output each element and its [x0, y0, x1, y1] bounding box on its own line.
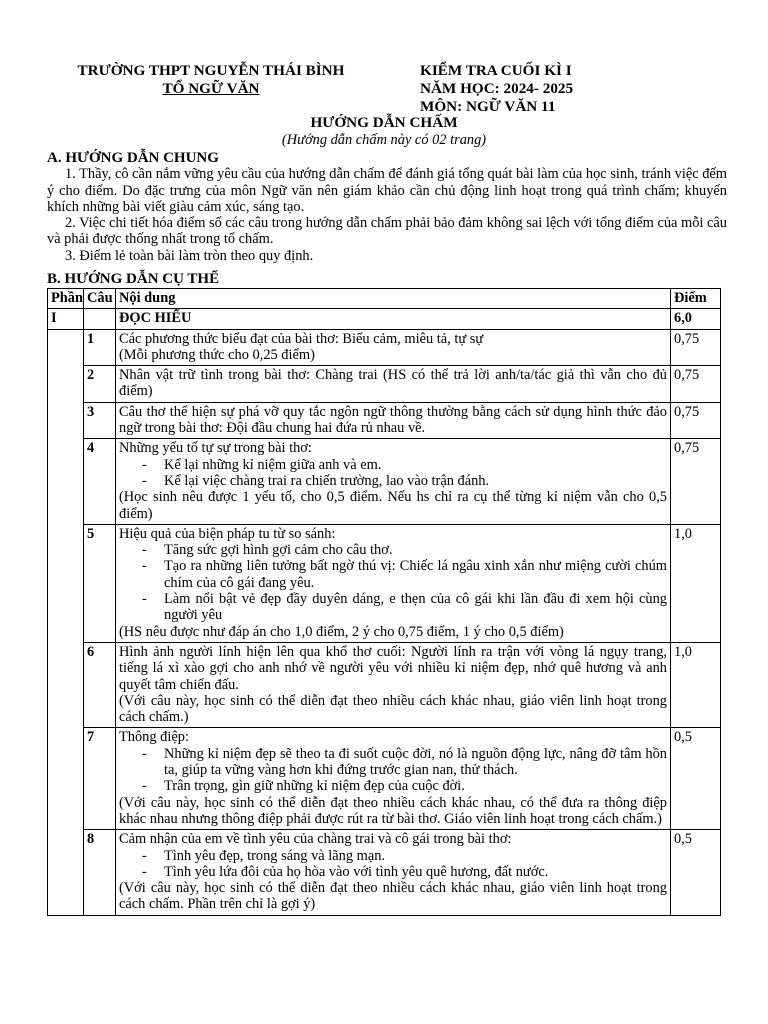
- table-row: [48, 366, 721, 403]
- question-score: 0,75: [671, 329, 721, 366]
- list-item: - Tình yêu đẹp, trong sáng và lãng mạn.: [119, 848, 667, 864]
- table-row: [48, 728, 721, 830]
- table-row: [48, 524, 721, 642]
- guideline-paragraph-3: 3. Điểm lẻ toàn bài làm tròn theo quy định.: [65, 247, 314, 264]
- header-right: [420, 62, 620, 116]
- section-a: [47, 150, 727, 264]
- section-a-heading: A. HƯỚNG DẪN CHUNG: [47, 150, 219, 166]
- section-row: [48, 309, 721, 329]
- section-name: ĐỌC HIỂU: [116, 309, 671, 329]
- answer-content: Thông điệp: - Những kỉ niệm đẹp sẽ theo ta đi suốt cuộc đời, nó là nguồn động lực, nâng đỡ tâm hồn ta, giúp ta vững vàng hơn khi đứng trước gian nan, thử thách. - Trân trọng, gìn giữ những kỉ niệm đẹp của cuộc đời. (Với câu này, học sinh có thể diễn đạt theo nhiều cách khác nhau, có thể đưa ra thông điệp khác nhau nhưng thông điệp phải được rút ra từ bài thơ. Giáo viên linh hoạt trong cách chấm.): [116, 728, 671, 830]
- list-item: - Trân trọng, gìn giữ những kỉ niệm đẹp của cuộc đời.: [119, 778, 667, 794]
- list-item: - Tạo ra những liên tưởng bất ngờ thú vị: Chiếc lá ngâu xinh xắn như miệng cười chúm chím của cô gái đang yêu.: [119, 558, 667, 591]
- question-number: 3: [84, 402, 116, 439]
- part-cell: [48, 329, 84, 915]
- subject-name: MÔN: NGỮ VĂN 11: [420, 98, 556, 115]
- question-score: 0,5: [671, 728, 721, 830]
- header-left: [40, 62, 382, 98]
- answer-content: Hình ảnh người lính hiện lên qua khổ thơ cuối: Người lính ra trận với vòng lá ngụy trang, tiếng lá xì xào gợi cho anh nhớ về người yêu với nhiều kỉ niệm đẹp, nhớ quê hương và anh quyết tâm chiến đấu. (Với câu này, học sinh có thể diễn đạt theo nhiều cách khác nhau, giáo viên linh hoạt trong cách chấm.): [116, 642, 671, 727]
- list-item: - Kể lại việc chàng trai ra chiến trường, lao vào trận đánh.: [119, 473, 667, 489]
- exam-name: KIỂM TRA CUỐI KÌ I: [420, 62, 572, 79]
- question-number: 1: [84, 329, 116, 366]
- section-score: 6,0: [671, 309, 721, 329]
- answer-content: Câu thơ thể hiện sự phá vỡ quy tắc ngôn ngữ thông thường bằng cách sử dụng hình thức đảo ngữ trong bài thơ: Đội đầu chung hai đứa rủ nhau về.: [116, 402, 671, 439]
- table-row: [48, 402, 721, 439]
- question-number: 8: [84, 830, 116, 915]
- answer-content: Các phương thức biểu đạt của bài thơ: Biểu cảm, miêu tả, tự sự (Mỗi phương thức cho 0,25 điểm): [116, 329, 671, 366]
- department-name: TỔ NGỮ VĂN: [162, 80, 260, 97]
- header-question: Câu: [84, 289, 116, 309]
- guideline-paragraph-1: 1. Thầy, cô cần nắm vững yêu cầu của hướng dẫn chấm để đánh giá tổng quát bài làm của học sinh, tránh việc đếm ý cho điểm. Do đặc trưng của môn Ngữ văn nên giám khảo cần chủ động linh hoạt trong quá trình chấm; khuyến khích những bài viết giàu cảm xúc, sáng tạo.: [47, 166, 727, 215]
- header-part: Phần: [48, 289, 84, 309]
- question-number: 2: [84, 366, 116, 403]
- question-score: 0,75: [671, 366, 721, 403]
- school-year: NĂM HỌC: 2024- 2025: [420, 80, 574, 97]
- list-item: - Tăng sức gợi hình gợi cảm cho câu thơ.: [119, 542, 667, 558]
- question-number: 4: [84, 439, 116, 524]
- guideline-paragraph-2: 2. Việc chi tiết hóa điểm số các câu trong hướng dẫn chấm phải bảo đảm không sai lệch với tổng điểm của mỗi câu và phải được thống nhất trong tổ chấm.: [47, 215, 727, 248]
- question-score: 0,75: [671, 402, 721, 439]
- answer-content: Nhân vật trữ tình trong bài thơ: Chàng trai (HS có thể trả lời anh/ta/tác giả thì vẫn cho đủ điểm): [116, 366, 671, 403]
- answer-content: Những yếu tố tự sự trong bài thơ: - Kể lại những kỉ niệm giữa anh và em. - Kể lại việc chàng trai ra chiến trường, lao vào trận đánh. (Học sinh nêu được 1 yếu tố, cho 0,5 điểm. Nếu hs chỉ ra cụ thể từng kỉ niệm vẫn cho 0,5 điểm): [116, 439, 671, 524]
- question-score: 0,5: [671, 830, 721, 915]
- header-score: Điểm: [671, 289, 721, 309]
- question-score: 1,0: [671, 642, 721, 727]
- table-row: [48, 439, 721, 524]
- header-content: Nội dung: [116, 289, 671, 309]
- question-score: 0,75: [671, 439, 721, 524]
- document-title: HƯỚNG DẪN CHẤM: [310, 114, 458, 131]
- grading-table: [47, 288, 721, 916]
- list-item: - Tình yêu lứa đôi của họ hòa vào với tình yêu quê hương, đất nước.: [119, 864, 667, 880]
- table-row: [48, 642, 721, 727]
- question-number: 5: [84, 524, 116, 642]
- table-row: [48, 830, 721, 915]
- question-score: 1,0: [671, 524, 721, 642]
- part-label: I: [48, 309, 84, 329]
- list-item: - Những kỉ niệm đẹp sẽ theo ta đi suốt cuộc đời, nó là nguồn động lực, nâng đỡ tâm hồn ta, giúp ta vững vàng hơn khi đứng trước gian nan, thử thách.: [119, 746, 667, 779]
- section-b-heading: B. HƯỚNG DẪN CỤ THỂ: [47, 271, 220, 287]
- list-item: - Kể lại những kỉ niệm giữa anh và em.: [119, 457, 667, 473]
- table-row: [48, 329, 721, 366]
- answer-content: Hiệu quả của biện pháp tu từ so sánh: - Tăng sức gợi hình gợi cảm cho câu thơ. - Tạo ra những liên tưởng bất ngờ thú vị: Chiếc lá ngâu xinh xắn như miệng cười chúm chím của cô gái đang yêu. - Làm nổi bật vẻ đẹp đầy duyên dáng, e thẹn của cô gái khi lần đầu đi xem hội cùng người yêu (HS nêu được như đáp án cho 1,0 điểm, 2 ý cho 0,75 điểm, 1 ý cho 0,5 điểm): [116, 524, 671, 642]
- school-name: TRƯỜNG THPT NGUYỄN THÁI BÌNH: [77, 62, 345, 79]
- answer-content: Cảm nhận của em về tình yêu của chàng trai và cô gái trong bài thơ: - Tình yêu đẹp, trong sáng và lãng mạn. - Tình yêu lứa đôi của họ hòa vào với tình yêu quê hương, đất nước. (Với câu này, học sinh có thể diễn đạt theo nhiều cách khác nhau, giáo viên linh hoạt trong cách chấm. Phần trên chỉ là gợi ý): [116, 830, 671, 915]
- question-number: 7: [84, 728, 116, 830]
- document-subtitle: (Hướng dẫn chấm này có 02 trang): [281, 132, 487, 148]
- question-number: 6: [84, 642, 116, 727]
- table-header-row: [48, 289, 721, 309]
- list-item: - Làm nổi bật vẻ đẹp đầy duyên dáng, e thẹn của cô gái khi lần đầu đi xem hội cùng người yêu: [119, 591, 667, 624]
